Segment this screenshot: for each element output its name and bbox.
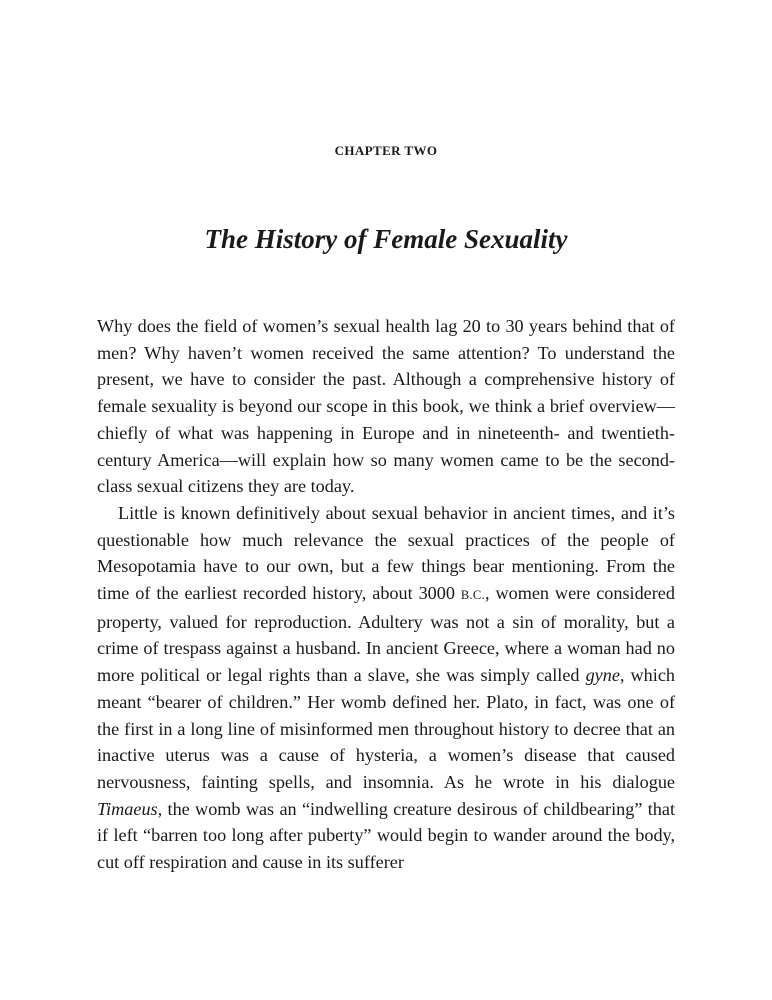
paragraph-2 bbox=[97, 500, 675, 876]
work-title: Timaeus, bbox=[97, 798, 163, 819]
chapter-label: CHAPTER TWO bbox=[334, 143, 438, 158]
era-abbreviation: B.C. bbox=[460, 588, 485, 603]
chapter-title: The History of Female Sexuality bbox=[204, 224, 568, 254]
paragraph-2-part-1: Little is known definitively about sexual behavior in ancient times, and it’s questionable how much relevance the sexual practices of the people of Mesopotamia have to our own, but a few things bear mentioning. From the time of the earliest recorded history, about 3000 bbox=[97, 502, 675, 604]
greek-term: gyne, bbox=[585, 665, 625, 686]
paragraph-1: Why does the field of women’s sexual health lag 20 to 30 years behind that of men? Why haven’t women received the same attention? To understand the present, we have to consider the past. Although a comprehensive history of female sexuality is beyond our scope in this book, we think a brief overview—chiefly of what was happening in Europe and in nineteenth- and twentieth-century America—will explain how so many women came to be the second-class sexual citizens they are today. bbox=[97, 316, 675, 497]
paragraph-2-part-3: which meant “bearer of children.” Her womb defined her. Plato, in fact, was one of the first in a long line of misinformed men throughout history to decree that an inactive uterus was a cause of hysteria, a women’s disease that caused nervousness, fainting spells, and insomnia. As he wrote in his dialogue bbox=[97, 665, 675, 792]
paragraph-2-part-4: the womb was an “indwelling creature desirous of childbearing” that if left “barren too long after puberty” would begin to wander around the body, cut off respiration and cause in its sufferer bbox=[97, 798, 675, 873]
paragraph-2-part-2: , women were considered property, valued for reproduction. Adultery was not a sin of morality, but a crime of trespass against a husband. In ancient Greece, where a woman had no more political or legal rights than a slave, she was simply called bbox=[97, 583, 675, 686]
body-text bbox=[97, 313, 675, 876]
